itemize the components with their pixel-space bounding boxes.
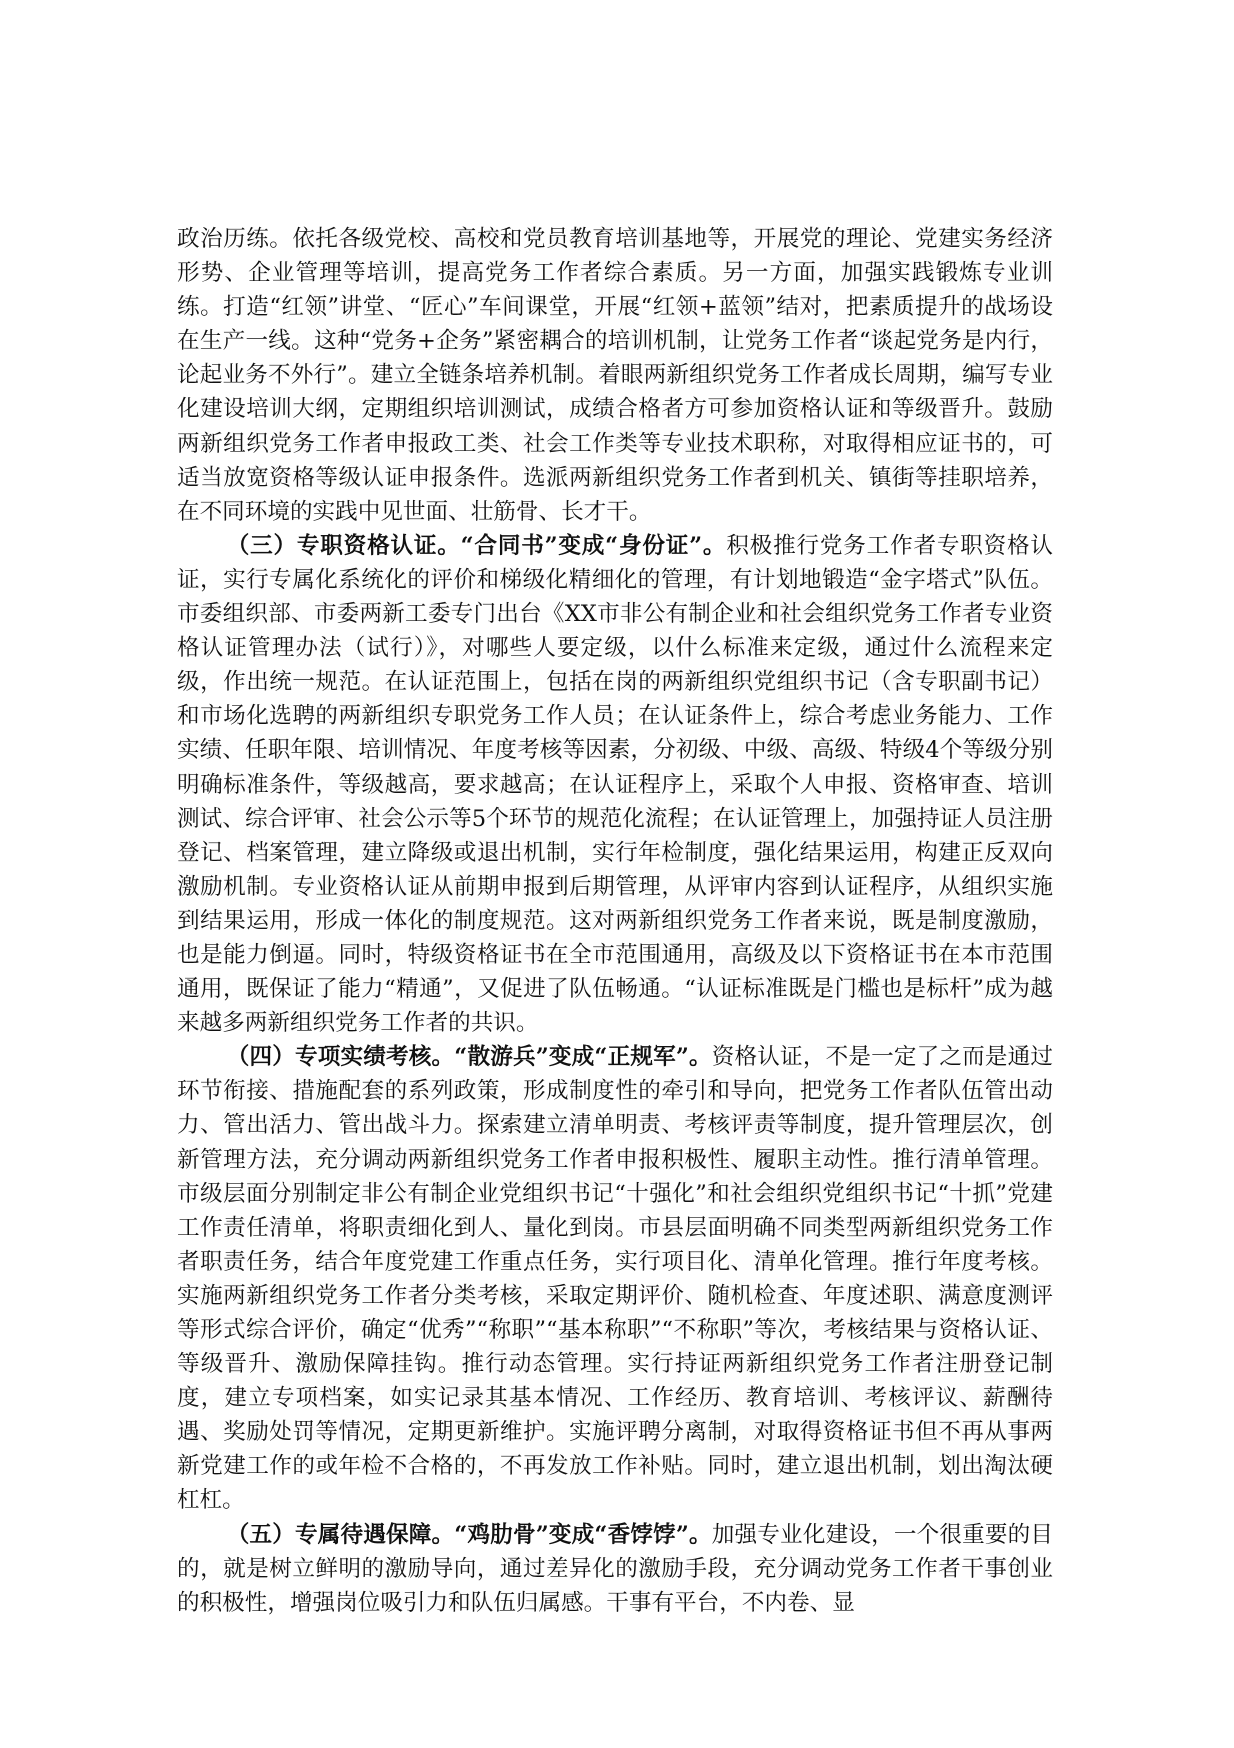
paragraph-text: 资格认证，不是一定了之而是通过环节衔接、措施配套的系列政策，形成制度性的牵引和导向，把党务工作者队伍管出动力、管出活力、管出战斗力。探索建立清单明责、考核评责等制度，提升管理层次，创新管理方法，充分调动两新组织党务工作者申报积极性、履职主动性。推行清单管理。市级层面分别制定非公有制企业党组织书记“十强化”和社会组织党组织书记“十抓”党建工作责任清单，将职责细化到人、量化到岗。市县层面明确不同类型两新组织党务工作者职责任务，结合年度党建工作重点任务，实行项目化、清单化管理。推行年度考核。实施两新组织党务工作者分类考核，采取定期评价、随机检查、年度述职、满意度测评等形式综合评价，确定“优秀”“称职”“基本称职”“不称职”等次，考核结果与资格认证、等级晋升、激励保障挂钩。推行动态管理。实行持证两新组织党务工作者注册登记制度，建立专项档案，如实记录其基本情况、工作经历、教育培训、考核评议、薪酬待遇、奖励处罚等情况，定期更新维护。实施评聘分离制，对取得资格证书但不再从事两新党建工作的或年检不合格的，不再发放工作补贴。同时，建立退出机制，划出淘汰硬杠杠。	[177, 1044, 1053, 1514]
document-page	[177, 222, 1053, 1620]
section-heading-3: （三）专职资格认证。“合同书”变成“身份证”。	[226, 532, 727, 559]
paragraph-section-3	[177, 529, 1053, 1040]
paragraph-text: 加强专业化建设，一个很重要的目的，就是树立鲜明的激励导向，通过差异化的激励手段，充分调动党务工作者干事创业的积极性，增强岗位吸引力和队伍归属感。干事有平台，不内卷、显	[177, 1521, 1053, 1616]
paragraph-continued	[177, 222, 1053, 529]
paragraph-section-5	[177, 1518, 1053, 1620]
paragraph-section-4	[177, 1040, 1053, 1517]
paragraph-text: 积极推行党务工作者专职资格认证，实行专属化系统化的评价和梯级化精细化的管理，有计划地锻造“金字塔式”队伍。市委组织部、市委两新工委专门出台《XX市非公有制企业和社会组织党务工作者专业资格认证管理办法（试行）》，对哪些人要定级，以什么标准来定级，通过什么流程来定级，作出统一规范。在认证范围上，包括在岗的两新组织党组织书记（含专职副书记）和市场化选聘的两新组织专职党务工作人员；在认证条件上，综合考虑业务能力、工作实绩、任职年限、培训情况、年度考核等因素，分初级、中级、高级、特级4个等级分别明确标准条件，等级越高，要求越高；在认证程序上，采取个人申报、资格审查、培训测试、综合评审、社会公示等5个环节的规范化流程；在认证管理上，加强持证人员注册登记、档案管理，建立降级或退出机制，实行年检制度，强化结果运用，构建正反双向激励机制。专业资格认证从前期申报到后期管理，从评审内容到认证程序，从组织实施到结果运用，形成一体化的制度规范。这对两新组织党务工作者来说，既是制度激励，也是能力倒逼。同时，特级资格证书在全市范围通用，高级及以下资格证书在本市范围通用，既保证了能力“精通”，又促进了队伍畅通。“认证标准既是门槛也是标杆”成为越来越多两新组织党务工作者的共识。	[177, 532, 1054, 1037]
section-heading-5: （五）专属待遇保障。“鸡肋骨”变成“香饽饽”。	[226, 1521, 712, 1548]
paragraph-text: 政治历练。依托各级党校、高校和党员教育培训基地等，开展党的理论、党建实务经济形势、企业管理等培训，提高党务工作者综合素质。另一方面，加强实践锻炼专业训练。打造“红领”讲堂、“匠心”车间课堂，开展“红领+蓝领”结对，把素质提升的战场设在生产一线。这种“党务+企务”紧密耦合的培训机制，让党务工作者“谈起党务是内行，论起业务不外行”。建立全链条培养机制。着眼两新组织党务工作者成长周期，编写专业化建设培训大纲，定期组织培训测试，成绩合格者方可参加资格认证和等级晋升。鼓励两新组织党务工作者申报政工类、社会工作类等专业技术职称，对取得相应证书的，可适当放宽资格等级认证申报条件。选派两新组织党务工作者到机关、镇街等挂职培养，在不同环境的实践中见世面、壮筋骨、长才干。	[177, 226, 1053, 525]
section-heading-4: （四）专项实绩考核。“散游兵”变成“正规军”。	[226, 1044, 712, 1071]
